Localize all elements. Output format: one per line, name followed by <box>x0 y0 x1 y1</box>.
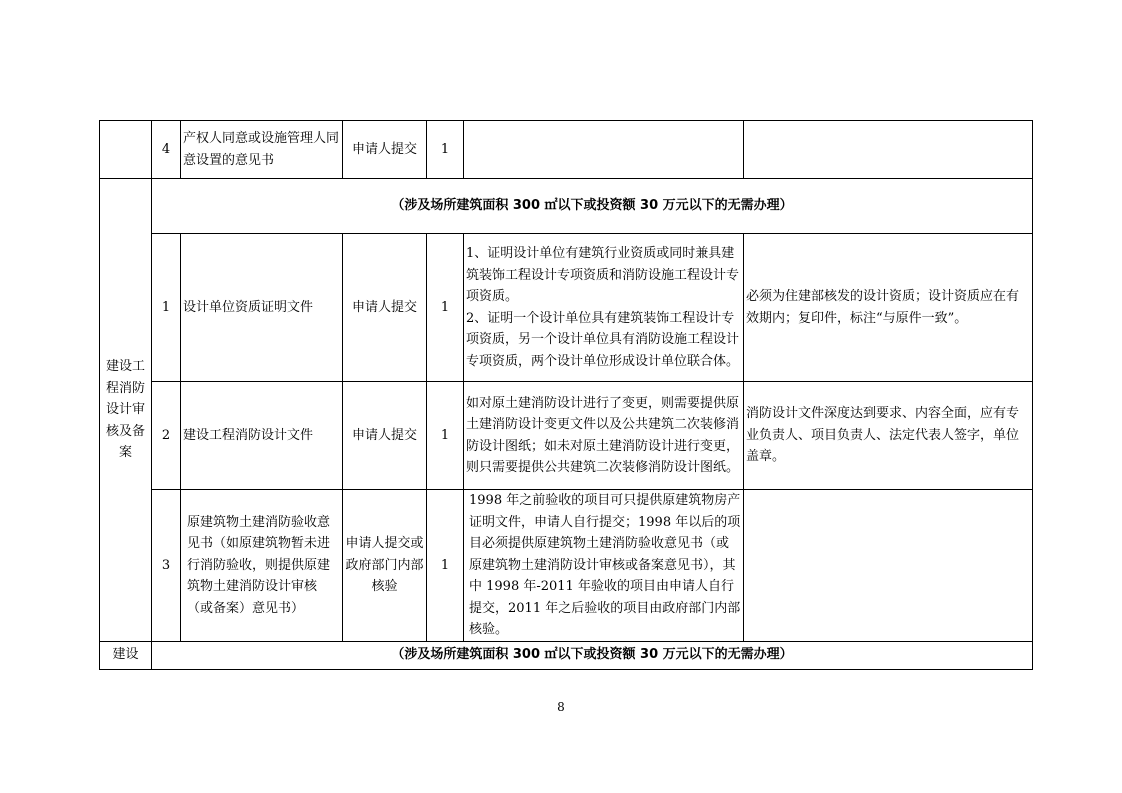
requirement-text: 1998 年之前验收的项目可只提供原建筑物房产证明文件，申请人自行提交；1998 年以后的项目必须提供原建筑物土建消防验收意见书（或原建筑物土建消防设计审核或备案意见书），其中 1998 年-2011 年验收的项目由申请人自行提交，2011 年之后验收的项目由政府部门内部核验。 <box>464 490 744 642</box>
notes-text: 消防设计文件深度达到要求、内容全面，应有专业负责人、项目负责人、法定代表人签字，单位盖章。 <box>744 382 1033 490</box>
copy-count: 1 <box>427 382 464 490</box>
notes-text: 必须为住建部核发的设计资质；设计资质应在有效期内；复印件，标注“与原件一致”。 <box>744 234 1033 382</box>
material-source: 申请人提交 <box>343 234 427 382</box>
section-banner-row <box>100 641 1033 669</box>
page-number: 8 <box>557 700 565 714</box>
requirement-text: 如对原土建消防设计进行了变更，则需要提供原土建消防设计变更文件以及公共建筑二次装修消防设计图纸；如未对原土建消防设计进行变更，则只需要提供公共建筑二次装修消防设计图纸。 <box>464 382 744 490</box>
copy-count: 1 <box>427 234 464 382</box>
table-row <box>100 490 1033 642</box>
category-cell: 建设工程消防设计审核及备案 <box>100 179 152 642</box>
section-banner-row <box>100 179 1033 234</box>
copy-count: 1 <box>427 490 464 642</box>
category-cell: 建设 <box>100 641 152 669</box>
material-name: 原建筑物土建消防验收意见书（如原建筑物暂未进行消防验收，则提供原建筑物土建消防设计审核（或备案）意见书） <box>181 490 343 642</box>
notes-text <box>744 121 1033 179</box>
row-number: 3 <box>152 490 181 642</box>
material-name: 建设工程消防设计文件 <box>181 382 343 490</box>
material-name: 产权人同意或设施管理人同意设置的意见书 <box>181 121 343 179</box>
section-banner: （涉及场所建筑面积 300 ㎡以下或投资额 30 万元以下的无需办理） <box>152 179 1033 234</box>
table-row <box>100 121 1033 179</box>
copy-count: 1 <box>427 121 464 179</box>
requirement-text: 1、证明设计单位有建筑行业资质或同时兼具建筑装饰工程设计专项资质和消防设施工程设计专项资质。 2、证明一个设计单位具有建筑装饰工程设计专项资质，另一个设计单位具有消防设施工程设计专项资质，两个设计单位形成设计单位联合体。 <box>464 234 744 382</box>
requirement-text <box>464 121 744 179</box>
section-banner: （涉及场所建筑面积 300 ㎡以下或投资额 30 万元以下的无需办理） <box>152 641 1033 669</box>
table-row <box>100 234 1033 382</box>
row-number: 1 <box>152 234 181 382</box>
material-source: 申请人提交或政府部门内部核验 <box>343 490 427 642</box>
row-number: 2 <box>152 382 181 490</box>
material-source: 申请人提交 <box>343 382 427 490</box>
requirements-table <box>99 120 1033 670</box>
table-row <box>100 382 1033 490</box>
material-source: 申请人提交 <box>343 121 427 179</box>
material-name: 设计单位资质证明文件 <box>181 234 343 382</box>
row-number: 4 <box>152 121 181 179</box>
notes-text <box>744 490 1033 642</box>
category-cell-empty <box>100 121 152 179</box>
